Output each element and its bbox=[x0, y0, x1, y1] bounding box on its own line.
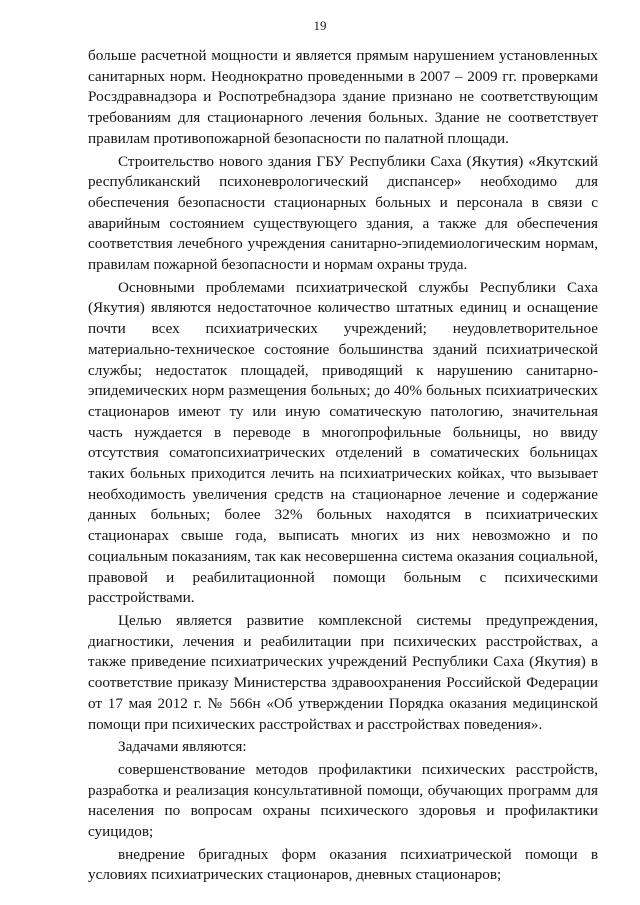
document-body bbox=[88, 46, 598, 888]
paragraph-new-building: Строительство нового здания ГБУ Республики Саха (Якутия) «Якутский республиканский психоневрологический диспансер» необходимо для обеспечения безопасности стационарных больных и персонала в связи с аварийным состоянием существующего здания, а также для обеспечения соответствия лечебного учреждения санитарно-эпидемиологическим нормам, правилам пожарной безопасности и нормам охраны труда. bbox=[88, 152, 598, 274]
paragraph-goal: Целью является развитие комплексной системы предупреждения, диагностики, лечения и реабилитации при психических расстройствах, а также приведение психиатрических учреждений Республики Саха (Якутия) в соответствие приказу Министерства здравоохранения Российской Федерации от 17 мая 2012 г. № 566н «Об утверждении Порядка оказания медицинской помощи при психических расстройствах и расстройствах поведения». bbox=[88, 611, 598, 733]
paragraph-sanitary-norms: больше расчетной мощности и является прямым нарушением установленных санитарных норм. Неоднократно проведенными в 2007 – 2009 гг. проверками Росздравнадзора и Роспотребнадзора здание признано не соответствующим требованиям для стационарного лечения больных. Здание не соответствует правилам противопожарной безопасности по палатной площади. bbox=[88, 47, 598, 147]
paragraph-main-problems: Основными проблемами психиатрической службы Республики Саха (Якутия) являются недостаточное количество штатных единиц и оснащение почти всех психиатрических учреждений; неудовлетворительное материально-техническое состояние большинства зданий психиатрической службы; недостаток площадей, приводящий к нарушению санитарно-эпидемических норм размещения больных; до 40% больных психиатрических стационаров имеют ту или иную соматическую патологию, значительная часть нуждается в переводе в многопрофильные больницы, но ввиду отсутствия соматопсихиатрических отделений в соматических больницах таких больных приходится лечить на психиатрических койках, что вызывает необходимость увеличения средств на стационарное лечение и содержание данных больных; более 32% больных находятся в психиатрических стационарах свыше года, выписать многих из них невозможно и по социальным показаниям, так как несовершенна система оказания социальной, правовой и реабилитационной помощи больным с психическими расстройствами. bbox=[88, 278, 598, 607]
paragraph-tasks-heading: Задачами являются: bbox=[118, 738, 247, 756]
paragraph-task-brigade-forms: внедрение бригадных форм оказания психиатрической помощи в условиях психиатрических стационаров, дневных стационаров; bbox=[88, 845, 598, 884]
paragraph-task-prevention: совершенствование методов профилактики психических расстройств, разработка и реализация консультативной помощи, обучающих программ для населения по вопросам охраны психического здоровья и профилактики суицидов; bbox=[88, 760, 598, 841]
page-number: 19 bbox=[313, 18, 327, 33]
